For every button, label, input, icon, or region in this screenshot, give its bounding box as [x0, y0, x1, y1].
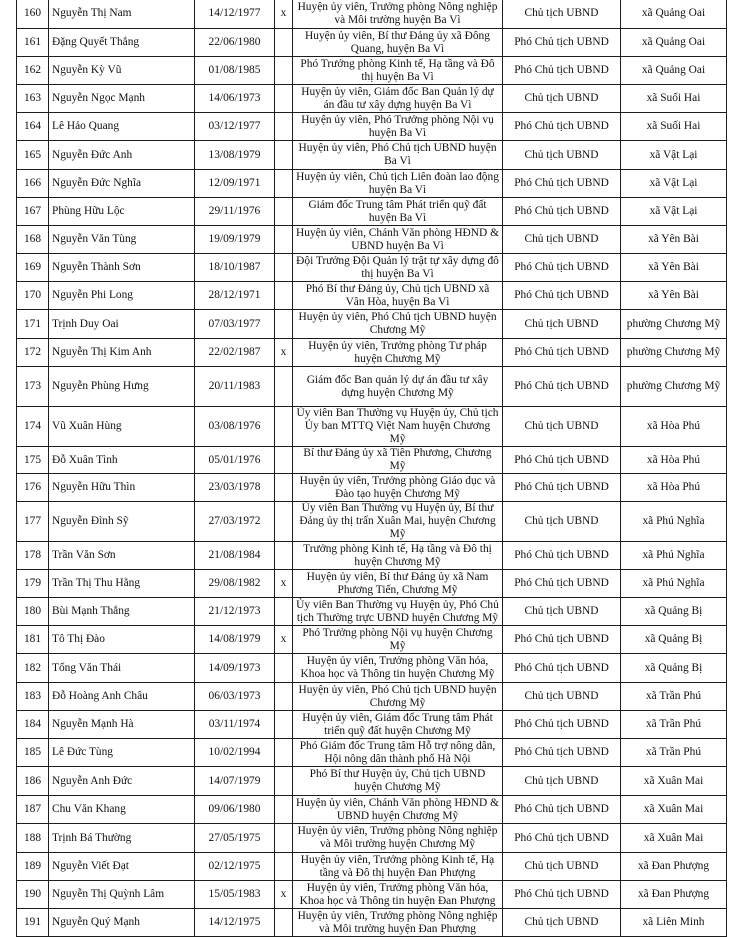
stt-cell: 181 — [17, 626, 49, 654]
birthdate-cell: 09/06/1980 — [195, 796, 275, 824]
unit-cell: xã Phú Nghĩa — [621, 502, 727, 542]
proposed-position-cell: Phó Chủ tịch UBND — [503, 881, 621, 909]
proposed-position-cell: Chủ tịch UBND — [503, 407, 621, 447]
stt-cell: 176 — [17, 474, 49, 502]
name-cell: Trịnh Bá Thường — [49, 824, 195, 853]
current-position-cell: Huyện ủy viên, Trưởng phòng Văn hóa, Khoa học và Thông tin huyện Đan Phượng — [293, 881, 503, 909]
unit-cell: xã Trần Phú — [621, 711, 727, 739]
table-row — [17, 407, 727, 447]
birthdate-cell: 14/06/1973 — [195, 85, 275, 113]
name-cell: Nguyễn Phùng Hưng — [49, 367, 195, 407]
proposed-position-cell: Chủ tịch UBND — [503, 853, 621, 881]
name-cell: Lê Hảo Quang — [49, 113, 195, 141]
stt-cell: 170 — [17, 282, 49, 310]
female-marker-cell — [275, 113, 293, 141]
name-cell: Bùi Mạnh Thắng — [49, 598, 195, 626]
current-position-cell: Huyện ủy viên, Phó Trưởng phòng Nội vụ huyện Ba Vì — [293, 113, 503, 141]
stt-cell: 190 — [17, 881, 49, 909]
table-row — [17, 0, 727, 29]
stt-cell: 172 — [17, 339, 49, 367]
current-position-cell: Huyện ủy viên, Bí thư Đảng ủy xã Nam Phương Tiến, Chương Mỹ — [293, 570, 503, 598]
name-cell: Nguyễn Kỳ Vũ — [49, 57, 195, 85]
proposed-position-cell: Phó Chủ tịch UBND — [503, 254, 621, 282]
table-row — [17, 447, 727, 474]
proposed-position-cell: Phó Chủ tịch UBND — [503, 339, 621, 367]
current-position-cell: Trưởng phòng Kinh tế, Hạ tầng và Đô thị huyện Chương Mỹ — [293, 542, 503, 570]
stt-cell: 188 — [17, 824, 49, 853]
current-position-cell: Huyện ủy viên, Chánh Văn phòng HĐND & UBND huyện Chương Mỹ — [293, 796, 503, 824]
stt-cell: 169 — [17, 254, 49, 282]
female-marker-cell: x — [275, 881, 293, 909]
stt-cell: 179 — [17, 570, 49, 598]
birthdate-cell: 12/09/1971 — [195, 170, 275, 198]
unit-cell: xã Suối Hai — [621, 113, 727, 141]
current-position-cell: Huyện ủy viên, Trưởng phòng Kinh tế, Hạ tầng và Đô thị huyện Đan Phượng — [293, 853, 503, 881]
unit-cell: xã Quảng Bị — [621, 654, 727, 683]
table-row — [17, 226, 727, 254]
proposed-position-cell: Chủ tịch UBND — [503, 226, 621, 254]
birthdate-cell: 14/12/1975 — [195, 909, 275, 937]
name-cell: Nguyễn Mạnh Hà — [49, 711, 195, 739]
stt-cell: 167 — [17, 198, 49, 226]
current-position-cell: Ủy viên Ban Thường vụ Huyện ủy, Bí thư Đảng ủy thị trấn Xuân Mai, huyện Chương Mỹ — [293, 502, 503, 542]
name-cell: Nguyễn Viết Đạt — [49, 853, 195, 881]
unit-cell: xã Xuân Mai — [621, 824, 727, 853]
name-cell: Trịnh Duy Oai — [49, 310, 195, 339]
unit-cell: phường Chương Mỹ — [621, 339, 727, 367]
proposed-position-cell: Phó Chủ tịch UBND — [503, 474, 621, 502]
table-row — [17, 542, 727, 570]
birthdate-cell: 01/08/1985 — [195, 57, 275, 85]
proposed-position-cell: Chủ tịch UBND — [503, 310, 621, 339]
female-marker-cell — [275, 57, 293, 85]
birthdate-cell: 07/03/1977 — [195, 310, 275, 339]
name-cell: Nguyễn Thành Sơn — [49, 254, 195, 282]
current-position-cell: Huyện ủy viên, Trưởng phòng Nông nghiệp và Môi trường huyện Chương Mỹ — [293, 824, 503, 853]
unit-cell: xã Yên Bài — [621, 226, 727, 254]
name-cell: Nguyễn Thị Quỳnh Lâm — [49, 881, 195, 909]
birthdate-cell: 29/11/1976 — [195, 198, 275, 226]
table-row — [17, 767, 727, 796]
birthdate-cell: 27/03/1972 — [195, 502, 275, 542]
unit-cell: xã Đan Phượng — [621, 881, 727, 909]
unit-cell: xã Hòa Phú — [621, 407, 727, 447]
name-cell: Chu Văn Khang — [49, 796, 195, 824]
table-row — [17, 85, 727, 113]
proposed-position-cell: Phó Chủ tịch UBND — [503, 654, 621, 683]
female-marker-cell — [275, 407, 293, 447]
female-marker-cell — [275, 542, 293, 570]
proposed-position-cell: Chủ tịch UBND — [503, 683, 621, 711]
proposed-position-cell: Phó Chủ tịch UBND — [503, 739, 621, 767]
table-row — [17, 502, 727, 542]
table-row — [17, 598, 727, 626]
unit-cell: phường Chương Mỹ — [621, 367, 727, 407]
birthdate-cell: 22/06/1980 — [195, 29, 275, 57]
name-cell: Đỗ Hoàng Anh Châu — [49, 683, 195, 711]
unit-cell: xã Quảng Oai — [621, 57, 727, 85]
proposed-position-cell: Phó Chủ tịch UBND — [503, 29, 621, 57]
table-row — [17, 282, 727, 310]
table-row — [17, 824, 727, 853]
current-position-cell: Phó Bí thư Đảng ủy, Chủ tịch UBND xã Vân Hòa, huyện Ba Vì — [293, 282, 503, 310]
stt-cell: 165 — [17, 141, 49, 170]
unit-cell: xã Xuân Mai — [621, 767, 727, 796]
name-cell: Nguyễn Đức Nghĩa — [49, 170, 195, 198]
table-row — [17, 739, 727, 767]
name-cell: Trần Văn Sơn — [49, 542, 195, 570]
stt-cell: 184 — [17, 711, 49, 739]
table-row — [17, 254, 727, 282]
proposed-position-cell: Phó Chủ tịch UBND — [503, 447, 621, 474]
current-position-cell: Ủy viên Ban Thường vụ Huyện ủy, Chủ tịch Ủy ban MTTQ Việt Nam huyện Chương Mỹ — [293, 407, 503, 447]
table-row — [17, 881, 727, 909]
current-position-cell: Huyện ủy viên, Giám đốc Ban Quản lý dự án đầu tư xây dựng huyện Ba Vì — [293, 85, 503, 113]
table-row — [17, 113, 727, 141]
current-position-cell: Bí thư Đảng ủy xã Tiên Phương, Chương Mỹ — [293, 447, 503, 474]
stt-cell: 162 — [17, 57, 49, 85]
unit-cell: xã Quảng Oai — [621, 29, 727, 57]
female-marker-cell — [275, 310, 293, 339]
name-cell: Đặng Quyết Thắng — [49, 29, 195, 57]
name-cell: Nguyễn Văn Tùng — [49, 226, 195, 254]
proposed-position-cell: Phó Chủ tịch UBND — [503, 626, 621, 654]
birthdate-cell: 28/12/1971 — [195, 282, 275, 310]
female-marker-cell — [275, 29, 293, 57]
stt-cell: 183 — [17, 683, 49, 711]
name-cell: Nguyễn Ngọc Mạnh — [49, 85, 195, 113]
name-cell: Nguyễn Phi Long — [49, 282, 195, 310]
female-marker-cell — [275, 598, 293, 626]
proposed-position-cell: Chủ tịch UBND — [503, 0, 621, 29]
female-marker-cell — [275, 739, 293, 767]
proposed-position-cell: Phó Chủ tịch UBND — [503, 57, 621, 85]
birthdate-cell: 21/08/1984 — [195, 542, 275, 570]
birthdate-cell: 03/12/1977 — [195, 113, 275, 141]
unit-cell: xã Phú Nghĩa — [621, 570, 727, 598]
table-row — [17, 170, 727, 198]
current-position-cell: Huyện ủy viên, Giám đốc Trung tâm Phát triển quỹ đất huyện Chương Mỹ — [293, 711, 503, 739]
proposed-position-cell: Chủ tịch UBND — [503, 85, 621, 113]
female-marker-cell — [275, 282, 293, 310]
female-marker-cell — [275, 226, 293, 254]
birthdate-cell: 14/08/1979 — [195, 626, 275, 654]
proposed-position-cell: Phó Chủ tịch UBND — [503, 711, 621, 739]
table-row — [17, 57, 727, 85]
birthdate-cell: 10/02/1994 — [195, 739, 275, 767]
female-marker-cell — [275, 909, 293, 937]
table-row — [17, 141, 727, 170]
proposed-position-cell: Phó Chủ tịch UBND — [503, 367, 621, 407]
name-cell: Lê Đức Tùng — [49, 739, 195, 767]
table-row — [17, 198, 727, 226]
table-row — [17, 909, 727, 937]
proposed-position-cell: Phó Chủ tịch UBND — [503, 570, 621, 598]
table-row — [17, 339, 727, 367]
current-position-cell: Huyện ủy viên, Phó Chủ tịch UBND huyện Chương Mỹ — [293, 310, 503, 339]
stt-cell: 187 — [17, 796, 49, 824]
unit-cell: phường Chương Mỹ — [621, 310, 727, 339]
table-row — [17, 711, 727, 739]
current-position-cell: Giám đốc Trung tâm Phát triển quỹ đất huyện Ba Vì — [293, 198, 503, 226]
birthdate-cell: 18/10/1987 — [195, 254, 275, 282]
current-position-cell: Phó Trưởng phòng Nội vụ huyện Chương Mỹ — [293, 626, 503, 654]
unit-cell: xã Quảng Bị — [621, 626, 727, 654]
table-row — [17, 654, 727, 683]
female-marker-cell — [275, 198, 293, 226]
proposed-position-cell: Phó Chủ tịch UBND — [503, 113, 621, 141]
unit-cell: xã Vật Lại — [621, 170, 727, 198]
female-marker-cell: x — [275, 339, 293, 367]
proposed-position-cell: Chủ tịch UBND — [503, 141, 621, 170]
unit-cell: xã Vật Lại — [621, 198, 727, 226]
birthdate-cell: 14/12/1977 — [195, 0, 275, 29]
female-marker-cell — [275, 141, 293, 170]
stt-cell: 185 — [17, 739, 49, 767]
table-row — [17, 29, 727, 57]
unit-cell: xã Phú Nghĩa — [621, 542, 727, 570]
name-cell: Vũ Xuân Hùng — [49, 407, 195, 447]
female-marker-cell — [275, 767, 293, 796]
unit-cell: xã Xuân Mai — [621, 796, 727, 824]
name-cell: Nguyễn Anh Đức — [49, 767, 195, 796]
name-cell: Tô Thị Đào — [49, 626, 195, 654]
name-cell: Nguyễn Thị Nam — [49, 0, 195, 29]
name-cell: Nguyễn Quý Mạnh — [49, 909, 195, 937]
female-marker-cell — [275, 447, 293, 474]
birthdate-cell: 14/07/1979 — [195, 767, 275, 796]
unit-cell: xã Quảng Bị — [621, 598, 727, 626]
stt-cell: 173 — [17, 367, 49, 407]
name-cell: Nguyễn Đình Sỹ — [49, 502, 195, 542]
current-position-cell: Huyện ủy viên, Trưởng phòng Giáo dục và Đào tạo huyện Chương Mỹ — [293, 474, 503, 502]
proposed-position-cell: Chủ tịch UBND — [503, 767, 621, 796]
unit-cell: xã Hòa Phú — [621, 474, 727, 502]
stt-cell: 171 — [17, 310, 49, 339]
birthdate-cell: 27/05/1975 — [195, 824, 275, 853]
current-position-cell: Huyện ủy viên, Trưởng phòng Văn hóa, Khoa học và Thông tin huyện Chương Mỹ — [293, 654, 503, 683]
unit-cell: xã Yên Bài — [621, 282, 727, 310]
birthdate-cell: 06/03/1973 — [195, 683, 275, 711]
unit-cell: xã Yên Bài — [621, 254, 727, 282]
stt-cell: 189 — [17, 853, 49, 881]
current-position-cell: Đội Trưởng Đội Quản lý trật tự xây dựng đô thị huyện Ba Vì — [293, 254, 503, 282]
female-marker-cell: x — [275, 626, 293, 654]
current-position-cell: Huyện ủy viên, Chánh Văn phòng HĐND & UBND huyện Ba Vì — [293, 226, 503, 254]
female-marker-cell — [275, 170, 293, 198]
current-position-cell: Huyện ủy viên, Trưởng phòng Nông nghiệp và Môi trường huyện Ba Vì — [293, 0, 503, 29]
female-marker-cell — [275, 683, 293, 711]
current-position-cell: Phó Giám đốc Trung tâm Hỗ trợ nông dân, Hội nông dân thành phố Hà Nội — [293, 739, 503, 767]
stt-cell: 174 — [17, 407, 49, 447]
stt-cell: 164 — [17, 113, 49, 141]
birthdate-cell: 02/12/1975 — [195, 853, 275, 881]
table-row — [17, 310, 727, 339]
unit-cell: xã Liên Minh — [621, 909, 727, 937]
stt-cell: 163 — [17, 85, 49, 113]
stt-cell: 168 — [17, 226, 49, 254]
female-marker-cell — [275, 711, 293, 739]
table-row — [17, 853, 727, 881]
proposed-position-cell: Phó Chủ tịch UBND — [503, 198, 621, 226]
stt-cell: 161 — [17, 29, 49, 57]
unit-cell: xã Quảng Oai — [621, 0, 727, 29]
name-cell: Tống Văn Thái — [49, 654, 195, 683]
birthdate-cell: 23/03/1978 — [195, 474, 275, 502]
birthdate-cell: 03/11/1974 — [195, 711, 275, 739]
proposed-position-cell: Phó Chủ tịch UBND — [503, 282, 621, 310]
female-marker-cell: x — [275, 570, 293, 598]
female-marker-cell — [275, 824, 293, 853]
table-row — [17, 683, 727, 711]
stt-cell: 191 — [17, 909, 49, 937]
stt-cell: 177 — [17, 502, 49, 542]
stt-cell: 182 — [17, 654, 49, 683]
birthdate-cell: 14/09/1973 — [195, 654, 275, 683]
table-row — [17, 367, 727, 407]
unit-cell: xã Trần Phú — [621, 683, 727, 711]
table-row — [17, 474, 727, 502]
birthdate-cell: 20/11/1983 — [195, 367, 275, 407]
stt-cell: 178 — [17, 542, 49, 570]
birthdate-cell: 13/08/1979 — [195, 141, 275, 170]
name-cell: Trần Thị Thu Hằng — [49, 570, 195, 598]
proposed-position-cell: Chủ tịch UBND — [503, 502, 621, 542]
birthdate-cell: 29/08/1982 — [195, 570, 275, 598]
unit-cell: xã Trần Phú — [621, 739, 727, 767]
table-row — [17, 796, 727, 824]
female-marker-cell — [275, 502, 293, 542]
name-cell: Nguyễn Đức Anh — [49, 141, 195, 170]
table-body — [17, 0, 727, 937]
proposed-position-cell: Chủ tịch UBND — [503, 909, 621, 937]
current-position-cell: Huyện ủy viên, Phó Chủ tịch UBND huyện Ba Vì — [293, 141, 503, 170]
female-marker-cell — [275, 654, 293, 683]
name-cell: Phùng Hữu Lộc — [49, 198, 195, 226]
current-position-cell: Phó Bí thư Huyện ủy, Chủ tịch UBND huyện Chương Mỹ — [293, 767, 503, 796]
birthdate-cell: 19/09/1979 — [195, 226, 275, 254]
proposed-position-cell: Phó Chủ tịch UBND — [503, 824, 621, 853]
current-position-cell: Huyện ủy viên, Phó Chủ tịch UBND huyện Chương Mỹ — [293, 683, 503, 711]
name-cell: Nguyễn Hữu Thìn — [49, 474, 195, 502]
proposed-position-cell: Chủ tịch UBND — [503, 598, 621, 626]
stt-cell: 175 — [17, 447, 49, 474]
birthdate-cell: 22/02/1987 — [195, 339, 275, 367]
female-marker-cell — [275, 85, 293, 113]
current-position-cell: Huyện ủy viên, Trưởng phòng Tư pháp huyện Chương Mỹ — [293, 339, 503, 367]
unit-cell: xã Vật Lại — [621, 141, 727, 170]
personnel-table — [16, 0, 727, 937]
unit-cell: xã Hòa Phú — [621, 447, 727, 474]
unit-cell: xã Suối Hai — [621, 85, 727, 113]
birthdate-cell: 03/08/1976 — [195, 407, 275, 447]
birthdate-cell: 05/01/1976 — [195, 447, 275, 474]
current-position-cell: Huyện ủy viên, Bí thư Đảng ủy xã Đông Quang, huyện Ba Vì — [293, 29, 503, 57]
stt-cell: 166 — [17, 170, 49, 198]
current-position-cell: Ủy viên Ban Thường vụ Huyện ủy, Phó Chủ tịch Thường trực UBND huyện Chương Mỹ — [293, 598, 503, 626]
birthdate-cell: 15/05/1983 — [195, 881, 275, 909]
table-row — [17, 570, 727, 598]
name-cell: Đỗ Xuân Tình — [49, 447, 195, 474]
name-cell: Nguyễn Thị Kim Anh — [49, 339, 195, 367]
stt-cell: 180 — [17, 598, 49, 626]
unit-cell: xã Đan Phượng — [621, 853, 727, 881]
current-position-cell: Giám đốc Ban quản lý dự án đầu tư xây dựng huyện Chương Mỹ — [293, 367, 503, 407]
stt-cell: 160 — [17, 0, 49, 29]
stt-cell: 186 — [17, 767, 49, 796]
female-marker-cell: x — [275, 0, 293, 29]
birthdate-cell: 21/12/1973 — [195, 598, 275, 626]
female-marker-cell — [275, 367, 293, 407]
female-marker-cell — [275, 254, 293, 282]
female-marker-cell — [275, 853, 293, 881]
current-position-cell: Phó Trưởng phòng Kinh tế, Hạ tầng và Đô thị huyện Ba Vì — [293, 57, 503, 85]
female-marker-cell — [275, 796, 293, 824]
female-marker-cell — [275, 474, 293, 502]
current-position-cell: Huyện ủy viên, Chủ tịch Liên đoàn lao động huyện Ba Vì — [293, 170, 503, 198]
proposed-position-cell: Phó Chủ tịch UBND — [503, 170, 621, 198]
proposed-position-cell: Phó Chủ tịch UBND — [503, 542, 621, 570]
proposed-position-cell: Phó Chủ tịch UBND — [503, 796, 621, 824]
current-position-cell: Huyện ủy viên, Trưởng phòng Nông nghiệp và Môi trường huyện Đan Phượng — [293, 909, 503, 937]
table-row — [17, 626, 727, 654]
